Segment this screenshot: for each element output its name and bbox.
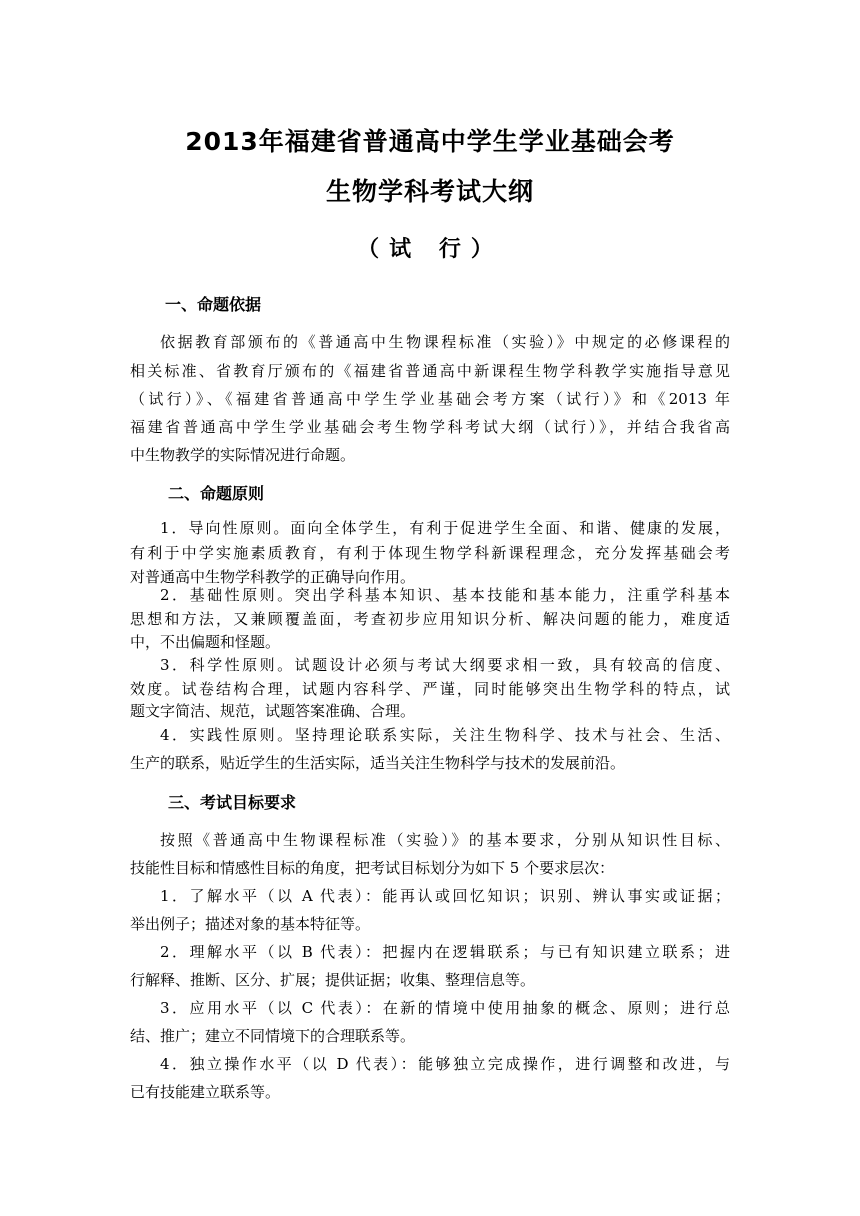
section3-line: 3．应用水平（以 C 代表）：在新的情境中使用抽象的概念、原则；进行总 — [160, 999, 730, 1017]
section2-line: 对普通高中生物学科教学的正确导向作用。 — [130, 568, 416, 586]
section2-line: 题文字简洁、规范，试题答案准确、合理。 — [130, 702, 416, 720]
section2-line: 生产的联系，贴近学生的生活实际，适当关注生物科学与技术的发展前沿。 — [130, 754, 626, 772]
section1-line: 相关标准、省教育厅颁布的《福建省普通高中新课程生物学科教学实施指导意见 — [130, 362, 730, 380]
section2-line: 4．实践性原则。坚持理论联系实际，关注生物科学、技术与社会、生活、 — [160, 726, 730, 744]
section2-line: 2．基础性原则。突出学科基本知识、基本技能和基本能力，注重学科基本 — [160, 586, 730, 604]
section1-line: 福建省普通高中学生学业基础会考生物学科考试大纲（试行）》，并结合我省高 — [130, 418, 730, 436]
document-title-trial: （试 行） — [357, 237, 503, 262]
section3-line: 举出例子；描述对象的基本特征等。 — [130, 915, 371, 933]
section3-line: 1．了解水平（以 A 代表）：能再认或回忆知识；识别、辨认事实或证据； — [160, 887, 730, 905]
section2-heading: 二、命题原则 — [168, 484, 265, 503]
section2-line: 思想和方法，又兼顾覆盖面，考查初步应用知识分析、解决问题的能力，难度适 — [130, 610, 730, 628]
document-title-line1: 2013年福建省普通高中学生学业基础会考 — [185, 127, 675, 156]
section2-line: 效度。试卷结构合理，试题内容科学、严谨，同时能够突出生物学科的特点，试 — [130, 680, 730, 698]
section3-line: 技能性目标和情感性目标的角度，把考试目标划分为如下 5 个要求层次： — [130, 859, 615, 877]
section1-line: （试行）》、《福建省普通高中学生学业基础会考方案（试行）》和《2013 年 — [130, 390, 730, 408]
section2-line: 3．科学性原则。试题设计必须与考试大纲要求相一致，具有较高的信度、 — [160, 656, 730, 674]
section3-line: 结、推广；建立不同情境下的合理联系等。 — [130, 1027, 416, 1045]
document-title-line2: 生物学科考试大纲 — [325, 177, 534, 206]
section2-line: 中，不出偏题和怪题。 — [130, 633, 281, 651]
section3-line: 4．独立操作水平（以 D 代表）：能够独立完成操作，进行调整和改进，与 — [160, 1055, 730, 1073]
section1-line: 依据教育部颁布的《普通高中生物课程标准（实验）》中规定的必修课程的 — [160, 333, 730, 351]
section3-line: 已有技能建立联系等。 — [130, 1083, 281, 1101]
section2-line: 有利于中学实施素质教育，有利于体现生物学科新课程理念，充分发挥基础会考 — [130, 544, 730, 562]
section3-line: 按照《普通高中生物课程标准（实验）》的基本要求，分别从知识性目标、 — [160, 831, 730, 849]
section1-heading: 一、命题依据 — [165, 295, 262, 314]
section1-line: 中生物教学的实际情况进行命题。 — [130, 446, 356, 464]
section2-line: 1．导向性原则。面向全体学生，有利于促进学生全面、和谐、健康的发展， — [160, 519, 730, 537]
section3-heading: 三、考试目标要求 — [168, 793, 297, 812]
section3-line: 2．理解水平（以 B 代表）：把握内在逻辑联系；与已有知识建立联系；进 — [160, 943, 730, 961]
section3-line: 行解释、推断、区分、扩展；提供证据；收集、整理信息等。 — [130, 971, 536, 989]
